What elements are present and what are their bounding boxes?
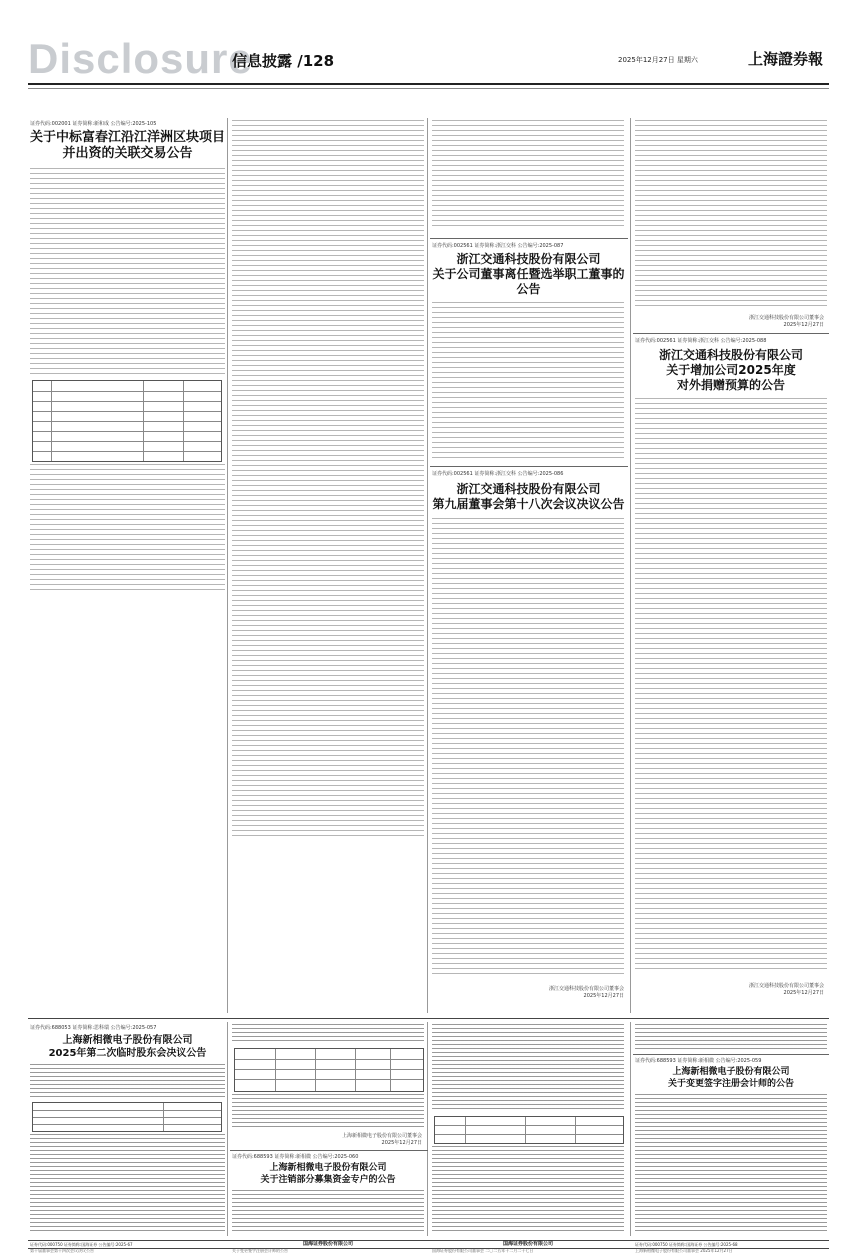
signature: 浙江交通科技股份有限公司董事会 2025年12月27日	[548, 986, 624, 999]
article-body	[635, 398, 827, 973]
title-line: 关于公司董事离任暨选举职工董事的	[432, 267, 625, 281]
column-divider	[427, 118, 428, 1013]
title-line: 关于增加公司2025年度	[666, 363, 796, 377]
article-code-line: 证券代码:688593 证券简称:新相微 公告编号:2025-059	[635, 1058, 762, 1064]
section-title: 信息披露 /128	[232, 52, 335, 70]
article-body	[635, 1094, 827, 1234]
article-body	[432, 402, 624, 462]
signature: 浙江交通科技股份有限公司董事会 2025年12月27日	[748, 315, 824, 328]
article-title	[232, 1241, 424, 1247]
article-code-line: 证券代码:002561 证券简称:浙江交科 公告编号:2025-086	[432, 471, 564, 477]
article-divider	[430, 238, 628, 239]
article-title	[432, 252, 625, 297]
signature: 浙江交通科技股份有限公司董事会 2025年12月27日	[748, 983, 824, 996]
article-title	[432, 1241, 624, 1247]
article-code-line: 证券代码:002001 证券简称:新和成 公告编号:2025-105	[30, 121, 157, 127]
article-body	[232, 1024, 424, 1044]
title-line: 关于注销部分募集资金专户的公告	[260, 1175, 396, 1185]
article-body	[30, 168, 225, 376]
title-line: 浙江交通科技股份有限公司	[456, 482, 601, 496]
column-divider	[427, 1022, 428, 1236]
results-table	[234, 1048, 424, 1092]
column-divider	[227, 118, 228, 1013]
article-title	[432, 482, 625, 512]
title-line: 国海证券股份有限公司	[502, 1241, 553, 1247]
article-body	[232, 1094, 424, 1130]
accountant-table	[434, 1116, 624, 1144]
article-code-line: 证券代码:688053 证券简称:思科瑞 公告编号:2025-057	[30, 1025, 157, 1031]
article-code-line: 证券代码:000750 证券简称:国海证券 公告编号:2025-67	[30, 1242, 133, 1247]
article-body	[30, 1134, 225, 1234]
title-line: 第九届董事会第十八次会议决议公告	[432, 497, 625, 511]
column-divider	[630, 1022, 631, 1236]
article-code-line: 证券代码:002561 证券简称:浙江交科 公告编号:2025-087	[432, 243, 564, 249]
title-line: 上海新相微电子股份有限公司	[269, 1163, 387, 1173]
article-title	[30, 130, 225, 162]
title-line: 对外捐赠预算的公告	[676, 378, 785, 392]
article-body	[635, 1024, 827, 1050]
title-line: 浙江交通科技股份有限公司	[456, 252, 601, 266]
title-line: 关于变更签字注册会计师的公告	[667, 1079, 794, 1089]
signature-secondary	[635, 1248, 827, 1253]
article-body	[30, 1064, 225, 1098]
title-line: 公告	[516, 282, 541, 296]
article-body	[232, 120, 424, 840]
article-body	[432, 1146, 624, 1234]
title-line: 国海证券股份有限公司	[302, 1241, 353, 1247]
shareholding-table	[32, 380, 222, 462]
article-divider	[230, 1150, 428, 1151]
masthead	[0, 0, 857, 98]
bottom-divider-inner	[28, 1240, 829, 1241]
article-body	[432, 302, 624, 398]
disclosure-logo: Disclosure	[28, 35, 253, 82]
column-divider	[630, 118, 631, 1013]
signature: 上海新相微电子股份有限公司董事会 2025年12月27日	[341, 1133, 422, 1146]
issue-date: 2025年12月27日 星期六	[618, 56, 698, 64]
article-body	[432, 120, 624, 230]
article-body	[30, 464, 225, 594]
newspaper-name: 上海證券報	[748, 50, 824, 68]
article-title	[635, 348, 827, 393]
article-divider	[430, 466, 628, 467]
signature-secondary	[432, 1248, 624, 1253]
voting-table	[32, 1102, 222, 1132]
signature: 国海证券股份有限公司董事会 二〇二五年十二月二十七日	[432, 1248, 534, 1253]
signature: 上海新相微电子股份有限公司董事会 2025年12月27日	[635, 1248, 733, 1253]
article-title-secondary	[30, 1248, 225, 1253]
title-line: 上海新相微电子股份有限公司	[62, 1035, 193, 1046]
article-body	[232, 1190, 424, 1234]
article-title	[30, 1034, 225, 1060]
article-body	[432, 1024, 624, 1112]
masthead-rule-thin	[28, 88, 829, 89]
title-line: 浙江交通科技股份有限公司	[658, 348, 803, 362]
article-code-line: 证券代码:002561 证券简称:浙江交科 公告编号:2025-088	[635, 338, 767, 344]
title-line: 关于变更签字注册会计师的公告	[232, 1248, 288, 1253]
title-line: 2025年第二次临时股东会决议公告	[48, 1048, 207, 1059]
article-body	[432, 518, 624, 978]
title-line: 上海新相微电子股份有限公司	[672, 1067, 790, 1077]
article-code-line: 证券代码:000750 证券简称:国海证券 公告编号:2025-68	[635, 1242, 738, 1247]
title-line: 第十届董事会第十四次会议决议公告	[30, 1248, 94, 1253]
code-line-secondary	[30, 596, 225, 604]
column-divider	[227, 1022, 228, 1236]
article-title	[635, 1066, 827, 1090]
masthead-rule	[28, 83, 829, 85]
section-divider	[28, 1018, 829, 1019]
article-code-line: 证券代码:688593 证券简称:新相微 公告编号:2025-060	[232, 1154, 359, 1160]
title-line: 关于中标富春江沿江洋洲区块项目	[30, 130, 226, 145]
article-body	[635, 120, 827, 310]
article-divider	[633, 333, 829, 334]
title-line: 并出资的关联交易公告	[62, 146, 193, 161]
article-title-secondary	[232, 1248, 424, 1253]
article-title	[232, 1162, 424, 1186]
article-divider	[633, 1054, 829, 1055]
